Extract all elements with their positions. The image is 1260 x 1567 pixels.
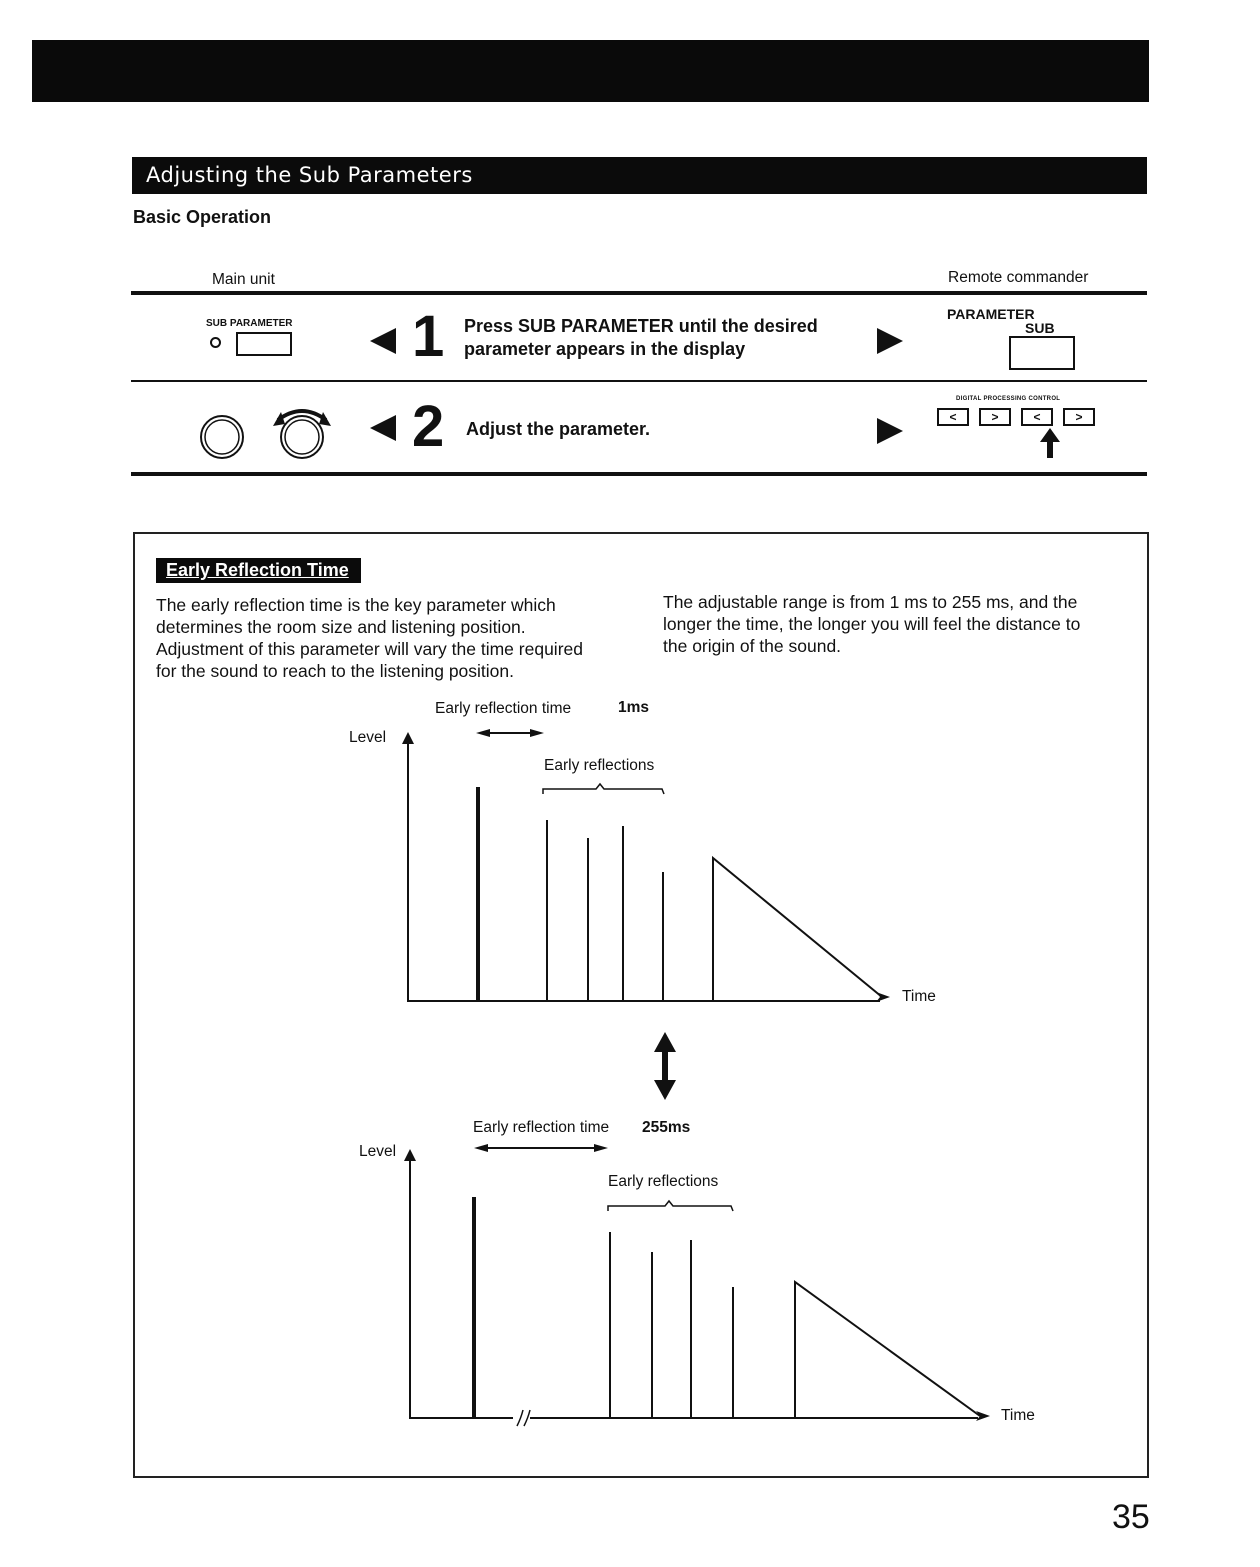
step-number: 1: [412, 304, 445, 369]
time-axis-label: Time: [902, 988, 936, 1005]
remote-label: Remote commander: [948, 269, 1089, 286]
knob-ring: [285, 420, 319, 454]
er-time-value: 1ms: [618, 699, 650, 716]
arrow-right-icon: [877, 418, 903, 444]
er-time-label: Early reflection time: [473, 1119, 610, 1136]
main-unit-label: Main unit: [212, 271, 275, 288]
divider: [131, 472, 1147, 476]
remote-parameter-label: PARAMETER: [947, 306, 1035, 322]
early-reflection-title: Early Reflection Time: [156, 558, 361, 583]
dpc-left-button[interactable]: <: [1021, 408, 1053, 426]
step-text-line: parameter appears in the display: [464, 339, 746, 359]
text-line: The early reflection time is the key parameter which: [156, 595, 556, 615]
arrowhead: [319, 412, 331, 426]
remote-sub-button[interactable]: [1009, 336, 1075, 370]
sub-parameter-button[interactable]: [236, 332, 292, 356]
text-line: the origin of the sound.: [663, 636, 842, 656]
early-reflections-label: Early reflections: [608, 1173, 719, 1190]
er-time-label: Early reflection time: [435, 700, 572, 717]
text-line: Adjustment of this parameter will vary the time required: [156, 639, 583, 659]
step-text: Adjust the parameter.: [466, 419, 651, 439]
arrowhead: [273, 412, 285, 426]
er-time-value: 255ms: [642, 1119, 691, 1136]
dpc-left-button[interactable]: <: [937, 408, 969, 426]
step-text: [464, 315, 818, 361]
left-description: [156, 594, 583, 682]
up-arrow-icon: [1038, 428, 1062, 460]
page-number: 35: [1112, 1498, 1150, 1536]
indicator-led-icon: [210, 337, 221, 348]
level-axis-label: Level: [349, 729, 387, 746]
text-line: longer the time, the longer you will feel the distance to: [663, 614, 1081, 634]
time-axis-label: Time: [1001, 1407, 1035, 1424]
text-line: determines the room size and listening position.: [156, 617, 526, 637]
knob-illustration: [195, 400, 345, 470]
step-text-line: Press SUB PARAMETER until the desired: [464, 316, 818, 336]
dpc-right-button[interactable]: >: [979, 408, 1011, 426]
knob-icon: [201, 416, 243, 458]
sub-parameter-label: SUB PARAMETER: [206, 318, 293, 329]
arrow-left-icon: [370, 328, 396, 354]
early-reflections-label: Early reflections: [544, 757, 655, 774]
divider: [131, 291, 1147, 295]
remote-sub-label: SUB: [1025, 320, 1055, 336]
rotary-knob-icon: [281, 416, 323, 458]
level-axis-label: Level: [359, 1143, 397, 1160]
knob-ring: [205, 420, 239, 454]
dpc-buttons: [937, 408, 1095, 426]
arrow-right-icon: [877, 328, 903, 354]
text-line: The adjustable range is from 1 ms to 255 ms, and the: [663, 592, 1078, 612]
arrow-left-icon: [370, 415, 396, 441]
section-title: Adjusting the Sub Parameters: [132, 157, 1147, 194]
right-description: [663, 591, 1080, 657]
top-banner: [32, 40, 1149, 102]
dpc-right-button[interactable]: >: [1063, 408, 1095, 426]
dpc-label: DIGITAL PROCESSING CONTROL: [956, 396, 1061, 402]
divider: [131, 380, 1147, 382]
subheading: Basic Operation: [133, 207, 272, 227]
text-line: for the sound to reach to the listening position.: [156, 661, 515, 681]
step-number: 2: [412, 394, 445, 459]
